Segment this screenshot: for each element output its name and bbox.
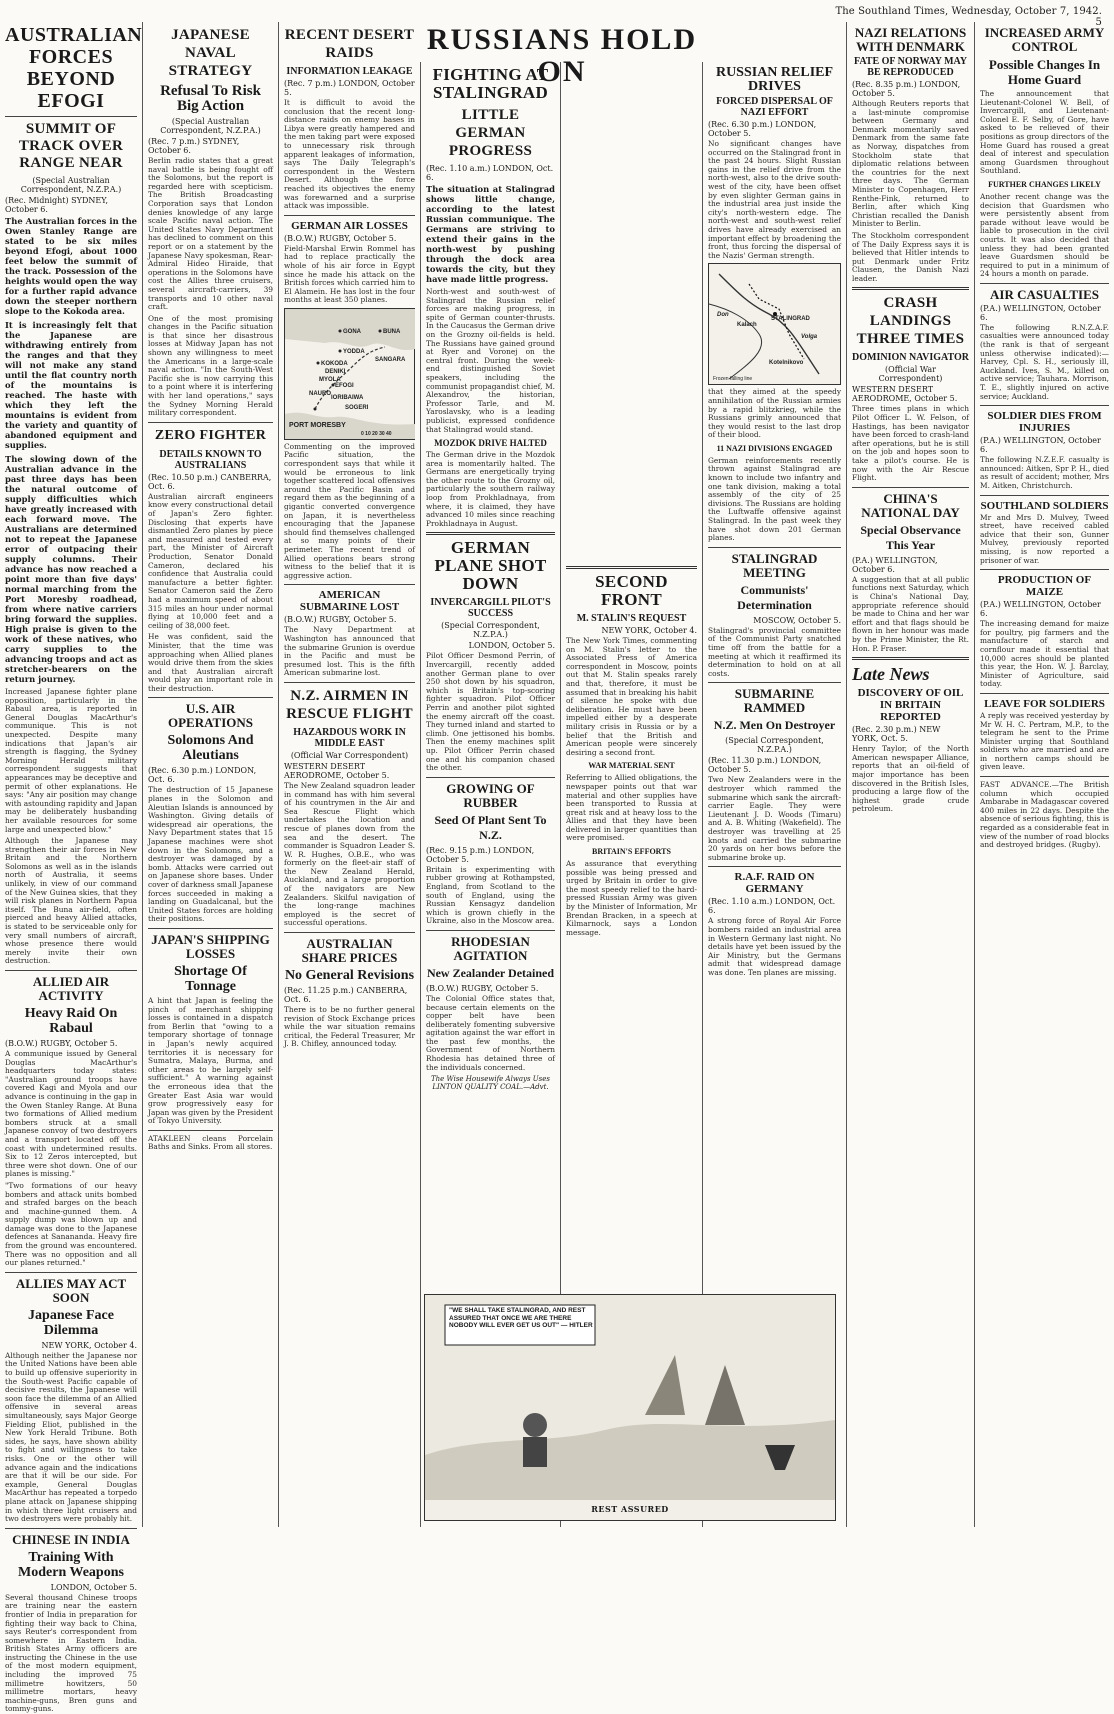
byline: (Official War Correspondent) xyxy=(878,365,943,384)
dateline: (Rec. 9.15 p.m.) LONDON, October 5. xyxy=(426,845,535,864)
subhead-home-guard: Possible Changes In Home Guard xyxy=(988,57,1101,87)
figure-body xyxy=(523,1437,547,1467)
article-body: The increasing demand for maize for poultry, pig farmers and the manufacture of starch and cornflour made it essential that 10,000 acres should be planted this year, the Hon. W. J. Barclay, Minister of Agriculture, said today. xyxy=(980,619,1109,689)
headline-raf-raid: R.A.F. RAID ON GERMANY xyxy=(734,871,815,896)
subhead-details: DETAILS KNOWN TO AUSTRALIANS xyxy=(159,448,262,471)
article-body: The Navy Department at Washington has announced that the submarine Grunion is overdue in the Pacific and must be presumed lost. This is the fifth American submarine lost. xyxy=(284,625,415,678)
article-body: It is difficult to avoid the conclusion that the recent long-distance raids on enemy bases in Libya were greatly hampered and the men taking part were exposed to unnecessary risk through apparent leakages of information, says The Daily Telegraph's correspondent in the Western Desert. Although the force reached its objectives the enemy was forewarned and a surprise attack was impossible. xyxy=(284,98,415,211)
divider xyxy=(5,1272,137,1273)
column-7 xyxy=(846,22,974,1527)
divider xyxy=(284,215,415,216)
stalingrad-map xyxy=(708,263,841,385)
divider xyxy=(148,1130,273,1131)
dateline: LONDON, October 5. xyxy=(50,1582,137,1592)
map-label: BUNA xyxy=(383,328,401,335)
map-label: DENIKI xyxy=(325,368,346,375)
article-body: He was confident, said the Minister, that the time was approaching when Allied planes would drive them from the skies and that Australian aircraft would play an important role in their destruction. xyxy=(148,632,273,693)
headline-russians-hold-on: RUSSIANS HOLD ON xyxy=(426,23,698,88)
map-label: YODDA xyxy=(343,348,365,355)
map-label: KOKODA xyxy=(321,360,348,367)
subhead-war-material: WAR MATERIAL SENT xyxy=(588,761,675,771)
dateline: NEW YORK, October 4. xyxy=(41,1340,137,1350)
headline-china-day: CHINA'S NATIONAL DAY xyxy=(861,490,960,520)
article-body: There is to be no further general revision of Stock Exchange prices while the war situation remains critical, the Federal Treasurer, Mr J. B. Chifley, announced today. xyxy=(284,1005,415,1049)
headline-leave-soldiers: LEAVE FOR SOLDIERS xyxy=(984,697,1105,710)
advertisement: ATAKLEEN cleans Porcelain Baths and Sinks. From all stores. xyxy=(148,1133,273,1152)
article-body: FAST ADVANCE.—The British column which occupied Ambarabe in Madagascar covered 400 miles in 22 days. Despite the absence of serious fighting, this is regarded as a considerable feat in view of the number of road blocks and destroyed bridges. (Rugby). xyxy=(980,780,1109,850)
headline-german-air-losses: GERMAN AIR LOSSES xyxy=(291,219,408,232)
article-body: Berlin radio states that a great naval battle is being fought off the Solomons, but the report is regarded here with scepticism. The British Broadcasting Corporation says that London denies knowledge of any large scale Pacific naval action. The United States Navy Department has declined to comment on this report or on a statement by the Japanese Navy spokesman, Rear-Admiral Hideo Hiraide, that operations in the Solomons have cost the Allies three cruisers, several aircraft-carriers, 39 transports and 10 other naval craft. xyxy=(148,156,273,312)
headline-chinese-india: CHINESE IN INDIA xyxy=(12,1531,130,1547)
map-svg xyxy=(709,264,841,384)
divider xyxy=(148,422,273,423)
article-body: The announcement that Lieutenant-Colonel W. Bell, of Invercargill, and Lieutenant-Colonel E. F. Selby, of Gore, have asked to be relieved of their positions as group directors of the Home Guard has roused a great deal of interest and speculation among Guardsmen throughout Southland. xyxy=(980,89,1109,176)
article-body: The following N.Z.E.F. casualty is announced: Aitken, Spr P. H., died as result of accident; mother, Mrs M. Aitken, Christchurch. xyxy=(980,455,1109,490)
article-body: The New Zealand squadron leader in command has with him several of his countrymen in the Air and Sea Rescue Flight which undertakes the location and rescue of planes down from the sea and the desert. The commander is Squadron Leader S. W. R. Hughes, O.B.E., who was formerly on the fleet-air staff of the New Zealand Herald, Auckland, and a large proportion of the navigators are New Zealanders. Skilful navigation of the long-range machines employed is the secret of successful operations. xyxy=(284,780,415,928)
column-3 xyxy=(278,22,420,1527)
article-body: "Two formations of our heavy bombers and attack units bombed and strafed barges on the beach and machine-gunned them. A supply dump was blown up and damage was done to the Japanese defences at Sanananda. Heavy fire from the ground was encountered. There was no opposition and all our planes returned." xyxy=(5,1180,137,1268)
advertisement: The Wise Housewife Always Uses LINTON QUALITY COAL.—Advt. xyxy=(430,1075,551,1092)
divider xyxy=(284,682,415,683)
kokoda-track-map xyxy=(284,308,415,440)
subhead-mozdok: MOZDOK DRIVE HALTED xyxy=(434,438,547,449)
dateline: (P.A.) WELLINGTON, October 6. xyxy=(980,303,1101,322)
dateline: (Rec. 6.30 p.m.) LONDON, Oct. 6. xyxy=(148,766,257,785)
dateline: (B.O.W.) RUGBY, October 5. xyxy=(284,233,397,243)
column-8 xyxy=(974,22,1114,1527)
subhead-further-changes: FURTHER CHANGES LIKELY xyxy=(988,179,1101,189)
dateline: (Rec. 1.10 a.m.) LONDON, Oct. 6. xyxy=(426,164,554,182)
dateline: (Rec. 2.30 p.m.) NEW YORK, Oct. 5. xyxy=(852,725,941,744)
dateline: WESTERN DESERT AERODROME, October 5. xyxy=(284,761,390,780)
headline-oil-discovery: DISCOVERY OF OIL IN BRITAIN REPORTED xyxy=(857,687,964,724)
subhead-navigator: DOMINION NAVIGATOR xyxy=(852,352,969,364)
byline: (Special Correspondent, N.Z.P.A.) xyxy=(725,736,824,755)
late-news-banner: Late News xyxy=(852,664,930,685)
headline-crash-landings: CRASH LANDINGS THREE TIMES xyxy=(856,295,965,348)
dateline: (Rec. 10.50 p.m.) CANBERRA, Oct. 6. xyxy=(148,472,272,491)
map-scale: 0 10 20 30 40 xyxy=(361,430,392,437)
article-body: Mr and Mrs D. Mulvey, Tweed street, have received cabled advice that their son, Gunner Mulvey, previously reported missing, is now reported a prisoner of war. xyxy=(980,512,1109,565)
article-body: North-west and south-west of Stalingrad the Russian relief forces are making progress, in spite of German counter-thrusts. In the Caucasus the German drive on the Grozny oil-fields is held. The Russians have gained ground at Ryer and Voronej on the central front. During the week-end distinguished Soviet speakers, including the communist propagandist chief, M. Alexandrov, the historian, Professor Tarle, and M. Yaroslavsky, who is a leading publicist, expressed confidence that Stalingrad would stand. xyxy=(426,287,555,434)
cartoon-quote: "WE SHALL TAKE STALINGRAD, AND REST ASSURED THAT ONCE WE ARE THERE NOBODY WILL EVER GET US OUT" — HITLER xyxy=(449,1307,593,1329)
article-body: Pilot Officer Desmond Perrin, of Invercargill, recently added another German plane to over 250 shot down by his squadron, which is Britain's top-scoring fighter squadron. Pilot Officer Perrin and another pilot sighted the enemy aircraft off the coast. They turned inland and started to climb. One jettisoned his bombs. Then the enemy machines split up. Pilot Officer Perrin chased one and his companion chased the other. xyxy=(426,651,555,773)
divider xyxy=(980,495,1109,496)
headline-submarine-lost: AMERICAN SUBMARINE LOST xyxy=(299,589,400,614)
byline: (Special Australian Correspondent, N.Z.P.A.) xyxy=(160,117,261,135)
headline-rhodesian: RHODESIAN AGITATION xyxy=(451,933,530,963)
divider xyxy=(426,777,555,778)
map-label: Kotelnikovo xyxy=(769,360,804,367)
article-body: Although the Japanese may strengthen their air forces in New Britain and the Northern Solomons as well as in the islands north of Australia, it seems unlikely, in view of our command of the New Guinea skies, that they will risk planes in Northern Papua itself. The Buna air-field, often pierced and heavy Allied attacks, is stated to be serviceable only for very small numbers of aircraft, whose presence there would merely invite their own destruction. xyxy=(5,836,137,966)
subhead-refusal: Refusal To Risk Big Action xyxy=(160,83,261,114)
lead-paragraph-2: It is increasingly felt that the Japanese are withdrawing entirely from the ranges and that they will not make any stand until the flat country north of the mountains is reached. The haste with which they left the mountains is evident from the variety and quantity of abandoned equipment and supplies. xyxy=(5,320,137,450)
dateline: MOSCOW, October 5. xyxy=(753,615,841,625)
subhead-detained: New Zealander Detained xyxy=(426,965,555,980)
dateline: (Rec. 7 p.m.) SYDNEY, October 6. xyxy=(148,137,240,155)
headline-soldier-dies: SOLDIER DIES FROM INJURIES xyxy=(987,410,1102,435)
dateline: (B.O.W.) RUGBY, October 5. xyxy=(5,1039,118,1048)
article-body: The Stockholm correspondent of The Daily Express says it is believed that Hitler intends to put Denmark under Fritz Clausen, the Danish Nazi leader. xyxy=(852,230,969,283)
subhead-invercargill: INVERCARGILL PILOT'S SUCCESS xyxy=(430,597,551,620)
headline-australian-forces: AUSTRALIAN FORCES BEYOND EFOGI xyxy=(5,24,143,112)
divider xyxy=(980,569,1109,570)
subhead-hazardous: HAZARDOUS WORK IN MIDDLE EAST xyxy=(293,726,406,749)
dateline: (B.O.W.) RUGBY, October 5. xyxy=(284,615,397,625)
divider xyxy=(426,532,555,535)
divider xyxy=(566,566,697,569)
map-label: GONA xyxy=(343,328,361,335)
headline-share-prices: AUSTRALIAN SHARE PRICES xyxy=(301,936,398,966)
divider xyxy=(852,287,969,290)
dateline: (Rec. 11.30 p.m.) LONDON, October 5. xyxy=(708,756,822,775)
divider xyxy=(980,776,1109,777)
headline-air-casualties: AIR CASUALTIES xyxy=(990,286,1099,302)
map-label: IORIBAIWA xyxy=(331,394,364,401)
article-body: German reinforcements recently thrown against Stalingrad are known to include two infantry and one tank division, making a total assembly of the city of 25 divisions. The Russians are holding the Luftwaffe offensive against Stalingrad. In the past week they have shot down 201 German planes. xyxy=(708,455,841,543)
map-label: Kalach xyxy=(737,322,757,329)
subhead-nz-men: N.Z. Men On Destroyer xyxy=(713,718,836,733)
map-caption: Frozen falling line xyxy=(713,376,753,383)
divider xyxy=(284,932,415,933)
page-number: 5 xyxy=(1095,17,1102,28)
city-marker xyxy=(773,312,777,316)
divider xyxy=(708,682,841,683)
lead-paragraph: The situation at Stalingrad shows little change, according to the latest Russian communique. The Germans are striving to extend their gains in the north-west by pushing through the dock area towards the city, but they have made little progress. xyxy=(426,184,555,284)
dateline: (Rec. 8.35 p.m.) LONDON, October 5. xyxy=(852,80,961,98)
map-label: NAURO xyxy=(309,390,331,397)
article-body: The following R.N.Z.A.F. casualties were announced today (the rank is that of sergeant unless otherwise indicated):— Harvey, Cpl. S. H., seriously ill, Auckland. Ives, S. M., killed on active service; Tauhara. Morrison, T. E., slightly injured on active service; Auckland. xyxy=(980,322,1109,401)
divider xyxy=(852,657,969,660)
headline-german-plane: GERMAN PLANE SHOT DOWN xyxy=(434,538,547,594)
dateline: (P.A.) WELLINGTON, October 6. xyxy=(980,600,1101,619)
subhead-forced-dispersal: FORCED DISPERSAL OF NAZI EFFORT xyxy=(716,96,833,118)
divider xyxy=(5,970,137,971)
article-body: Britain is experimenting with rubber growing at Rothampsted, England, from Scotland to the south of England, using the Russian Kensagyz dandelion which is grown chiefly in the Ukraine, also in the Moscow area. xyxy=(426,864,555,926)
article-body: Although Reuters reports that a last-minute compromise between Germany and Denmark momentarily saved Denmark from the same fate as Norway, dispatches from Stockholm state that diplomatic relations between the countries for the next three days. The German Minister to Copenhagen, Herr Renthe-Fink, returned to Berlin, after which King Christian recalled the Danish Minister to Berlin. xyxy=(852,99,969,229)
headline-army-control: INCREASED ARMY CONTROL xyxy=(984,25,1105,54)
divider xyxy=(148,697,273,698)
cartoon-caption: REST ASSURED xyxy=(591,1504,669,1514)
divider xyxy=(980,405,1109,406)
article-body: A suggestion that at all public functions next Saturday, which is China's National Day, appropriate reference should be made to China and her war effort and that flags should be flown in her honour was made by the Prime Minister, the Rt. Hon. P. Fraser. xyxy=(852,574,969,653)
figure-head xyxy=(523,1413,547,1437)
subhead-dilemma: Japanese Face Dilemma xyxy=(28,1307,114,1338)
article-body: Henry Taylor, of the North American newspaper Alliance, reports that an oil-field of major importance has been discovered in the British Isles, producing a large flow of the highest grade crude petroleum. xyxy=(852,744,969,814)
article-body: A strong force of Royal Air Force bombers raided an industrial area in Western Germany last night. No details have yet been issued by the Air Ministry, but the Germans admit that widespread damage was done. Ten planes are missing. xyxy=(708,916,841,977)
divider xyxy=(708,547,841,548)
divider xyxy=(980,283,1109,284)
subhead-leakage: INFORMATION LEAKAGE xyxy=(286,66,413,77)
lead-paragraph: The Australian forces in the Owen Stanley Range are stated to be six miles beyond Efogi, about 1000 feet below the summit of the track. Possession of the heights would open the way for a further rapid advance down the steeper northern slope to the Kokoda area. xyxy=(5,216,137,316)
headline-southland-soldiers: SOUTHLAND SOLDIERS xyxy=(980,499,1109,512)
subhead-summit: SUMMIT OF TRACK OVER RANGE NEAR xyxy=(18,121,124,171)
map-label: EFOGI xyxy=(335,382,354,389)
article-body: Stalingrad's provincial committee of the Communist Party snatched time off from the battle for a meeting at which it reaffirmed its determination to hold on at all costs. xyxy=(708,625,841,678)
subhead-special-observance: Special Observance This Year xyxy=(860,522,961,552)
article-body: The New York Times, commenting on M. Stalin's letter to the Associated Press of America correspondent in Moscow, points out that M. Stalin speaks rarely and that, therefore, it must be assumed that in breaking his habit of silence he spoke with due deliberation. He must have been impelled either by a desperate military crisis in Russia or by a belief that the British and American people were sincerely desiring a second front. xyxy=(566,636,697,757)
headline-denmark: NAZI RELATIONS WITH DENMARK xyxy=(854,25,967,54)
byline: (Special Australian Correspondent, N.Z.P.A.) xyxy=(20,176,122,194)
article-body: Several thousand Chinese troops are training near the eastern frontier of India in preparation for fighting their way back to China, says Reuter's correspondent from somewhere in Eastern India. British States Army officers are instructing the Chinese in the use of the most modern equipment, including the improved 75 millimetre howitzers, 50 millimetre mortars, heavy machine-guns, Bren guns and tommy-guns. xyxy=(5,1592,137,1714)
dateline: (Rec. 6.30 p.m.) LONDON, October 5. xyxy=(708,120,817,138)
headline-zero-fighter: ZERO FIGHTER xyxy=(154,427,267,443)
article-body: The Colonial Office states that, because certain elements on the copper belt have been deliberately fomenting subversive agitation against the war effort in the past few months, the Government of Northern Rhodesia has detained three of the individuals concerned. xyxy=(426,993,555,1072)
byline: (Special Correspondent, N.Z.P.A.) xyxy=(441,621,540,640)
cartoon-svg xyxy=(425,1295,835,1500)
divider xyxy=(5,116,137,117)
article-body: that they aimed at the speedy annihilation of the Russian armies by a rapid blitzkrieg, while the Russians grimly announced that they would resist to the last drop of their blood. xyxy=(708,387,841,440)
map-label: Don xyxy=(717,312,729,319)
headline-allied-air: ALLIED AIR ACTIVITY xyxy=(32,974,110,1003)
cartoon-rest-assured xyxy=(424,1294,836,1521)
article-body: Another recent change was the decision that Guardsmen who were persistently absent from parade without leave would be liable to prosecution in the civil courts. It was also decided that unless they had been granted leave Guardsmen should be required to put in a minimum of 24 hours a month on parade. xyxy=(980,191,1109,279)
dateline: LONDON, October 5. xyxy=(468,641,555,651)
article-body: No significant changes have occurred on the Stalingrad front in the past 24 hours. Slight Russian gains in the relief drive from the north-west, also to the drive south-west of the city, have been offset by even slighter German gains in the industrial area just inside the city's north-western edge. The north-west and south-west relief drives have already exercised an important effect by broadening the front, thus forcing the dispersal of the Nazis' German strength. xyxy=(708,139,841,260)
headline-submarine-rammed: SUBMARINE RAMMED xyxy=(734,686,815,716)
headline-shipping-losses: JAPAN'S SHIPPING LOSSES xyxy=(151,931,270,961)
article-body: Although neither the Japanese nor the United Nations have been able to build up offensive superiority in the South-west Pacific capable of decisive results, the Japanese will soon face the dilemma of an Allied offensive in several areas simultaneously, says Major George Fielding Eliot, published in the New York Herald Tribune. Both sides, he says, have shown ability to fight and willingness to take risks. One or the other will advance again and the indications are that it will be our side. For example, General Douglas MacArthur has repeated a torpedo plane attack on Japanese shipping in which three light cruisers and two destroyers were probably hit. xyxy=(5,1350,137,1524)
subhead-training: Training With Modern Weapons xyxy=(18,1549,124,1580)
map-svg xyxy=(285,309,415,439)
dateline: (Rec. 11.25 p.m.) CANBERRA, Oct. 6. xyxy=(284,986,408,1005)
subhead-solomons: Solomons And Aleutians xyxy=(167,733,254,764)
map-label: SANGARA xyxy=(375,356,406,363)
article-body: Two New Zealanders were in the destroyer which rammed the submarine which sank the aircraft-carrier Eagle. They were Lieutenant J. D. Woods (Timaru) and A. B. Whiting (Wakefield). The destroyer was travelling at 25 knots and carried the submarine 20 yards on her bows before the submarine broke up. xyxy=(708,775,841,862)
divider xyxy=(852,487,969,488)
dateline: (Rec. 1.10 a.m.) LONDON, Oct. 6. xyxy=(708,897,836,916)
dateline: (B.O.W.) RUGBY, October 5. xyxy=(426,983,539,993)
article-body: Commenting on the improved Pacific situation, the correspondent says that while it would be erroneous to link together scattered local offensives around the Pacific Basin and regard them as the beginning of a gigantic converted convergence on Japan, it is nevertheless encouraging that the Japanese should find themselves challenged at so many points of their perimeter. The recent trend of Allied operations bears strong witness to the belief that it is aggressive action. xyxy=(284,441,415,580)
article-body: Increased Japanese fighter plane opposition, particularly in the Rabaul area, is reported in General Douglas MacArthur's communique. This is not unexpected. Despite many indications that Japan's air strength is flagging, the Sydney Morning Herald military correspondent suggests that appearances may be deceptive and permit of other explanations. He says: "Any air position may change with astounding rapidity and Japan may be deliberately husbanding her available resources for some large and unexpected blow." xyxy=(5,687,137,834)
article-body: Three times plans in which Pilot Officer L. W. Felson, of Hastings, has been navigator have been forced to crash-land after operations, but he is still on the job and hopes soon to take a pilot's course. He is now with the Air Rescue Flight. xyxy=(852,404,969,483)
column-2 xyxy=(142,22,278,1527)
subhead-nazi-divisions: 11 NAZI DIVISIONS ENGAGED xyxy=(716,443,833,453)
headline-japanese-naval: JAPANESE NAVAL STRATEGY xyxy=(168,27,253,79)
map-label: PORT MORESBY xyxy=(289,421,346,429)
article-body: Field-Marshal Erwin Rommel has had to replace practically the whole of his air force in Egypt since he made his attack on the British forces which carried him to El Alamein. He has lost in the four months at least 350 planes. xyxy=(284,243,415,305)
divider xyxy=(5,1528,137,1529)
article-body: As assurance that everything possible was being pressed and urged by Britain in order to give the most speedy relief to the hard-pressed Russian Army was given by the Minister of Information, Mr Brendan Bracken, in a speech at Kilmarnock, says a London message. xyxy=(566,859,697,937)
dateline: WESTERN DESERT AERODROME, October 5. xyxy=(852,385,958,404)
map-label: MYOLA xyxy=(319,376,341,383)
divider xyxy=(148,928,273,929)
subhead-tonnage: Shortage Of Tonnage xyxy=(174,963,247,994)
dateline: NEW YORK, October 4. xyxy=(601,626,697,635)
article-body: A reply was received yesterday by Mr W. H. C. Pertram, M.P., to the telegram he sent to the Prime Minister urging that Southland soldiers who are married and are in northern camps should be given leave. xyxy=(980,710,1109,772)
map-label: STALINGRAD xyxy=(771,316,810,323)
article-body: The German drive in the Mozdok area is momentarily halted. The Germans are energetically trying the other route to the Grozny oil, particularly the southern railway loop from Prokhladnaya, from where, it is claimed, they have advanced 10 miles since reaching Prokhladnaya in August. xyxy=(426,450,555,528)
map-label: Volga xyxy=(801,334,818,341)
subhead-britain-efforts: BRITAIN'S EFFORTS xyxy=(592,847,671,857)
article-body: A hint that Japan is feeling the pinch of merchant shipping losses is contained in a dispatch from Berlin that "owing to a temporary shortage of tonnage in Japan's newly acquired territories it is necessary for Sumatra, Malaya, Burma, and other areas to be largely self-sufficient." A warning against the erroneous idea that the Greater East Asia war would grow progressively easy for Japan was given by the President of Tokyo University. xyxy=(148,995,273,1126)
dateline: (P.A.) WELLINGTON, October 6. xyxy=(852,555,938,574)
article-body: Referring to Allied obligations, the newspaper points out that war material and other supplies have been transported to Russia at great risk and at heavy loss to the Allies and that they have been delivered in larger quantities than were promised. xyxy=(566,773,697,843)
subhead-communists: Communists' Determination xyxy=(737,582,812,612)
subhead-no-revisions: No General Revisions xyxy=(284,968,415,984)
headline-second-front: SECOND FRONT xyxy=(595,572,668,609)
article-body: One of the most promising changes in the Pacific situation is that since her disastrous losses at Midway Japan has not shown any willingness to meet the Americans in a large-scale naval action. "In the South-West Pacific she is now carrying this to a point where it is interfering with her land operations," says the Sydney Morning Herald military correspondent. xyxy=(148,313,273,418)
byline: (Official War Correspondent) xyxy=(290,750,409,760)
subhead-little-progress: LITTLE GERMAN PROGRESS xyxy=(448,107,533,159)
headline-relief-drives: RUSSIAN RELIEF DRIVES xyxy=(715,65,834,94)
headline-allies-may-act: ALLIES MAY ACT SOON xyxy=(15,1275,127,1305)
divider xyxy=(426,930,555,931)
headline-nz-airmen: N.Z. AIRMEN IN RESCUE FLIGHT xyxy=(286,687,413,722)
headline-rubber: GROWING OF RUBBER xyxy=(446,780,535,810)
headline-us-air: U.S. AIR OPERATIONS xyxy=(168,701,253,731)
column-1 xyxy=(0,22,143,1714)
headline-maize: PRODUCTION OF MAIZE xyxy=(997,574,1092,599)
dateline: (Rec. Midnight) SYDNEY, October 6. xyxy=(5,196,108,214)
headline-stalingrad-meeting: STALINGRAD MEETING xyxy=(731,550,818,580)
article-body: Australian aircraft engineers know every constructional detail of Japan's Zero fighter. Disclosing that experts have dismantled Zero planes by piece and measured and tested every part, the Minister of Aircraft Production, Senator Donald Cameron, declared his confidence that Australia could manufacture a better fighter. Senator Cameron said the Zero had a maximum speed of about 315 miles an hour under normal flying at 10,000 feet and a ceiling of 38,000 feet. xyxy=(148,491,273,630)
divider xyxy=(980,693,1109,694)
divider xyxy=(284,584,415,585)
article-body: The destruction of 15 Japanese planes in the Solomon and Aleutian Islands is announced by Washington. Giving details of widespread air operations, the Navy Department states that 15 Japanese machines were shot down in the Solomons, and a destroyer was damaged by a bomb. Attacks were carried out on Japanese shore bases. Under cover of darkness small Japanese forces succeeded in making a landing on Guadalcanal, but the United States forces are holding their positions. xyxy=(148,785,273,924)
article-body: A communique issued by General Douglas MacArthur's headquarters today states: "Australian ground troops have covered Kagi and Myola and our advance is continuing in the gap in the Owen Stanley Range. At Buna two formations of Allied medium bombers struck at a small Japanese convoy of two destroyers and a transport located off the coast with undetermined results. Six to 12 Zeros intercepted, but three were shot down. One of our planes is missing." xyxy=(5,1049,137,1179)
dateline: (P.A.) WELLINGTON, October 6. xyxy=(980,436,1101,455)
headline-fighting-stalingrad: FIGHTING AT STALINGRAD xyxy=(432,65,549,102)
divider xyxy=(708,866,841,867)
lead-paragraph-3: The slowing down of the Australian advance in the past three days has been the natural outcome of supply difficulties which have greatly increased with each forward move. The Australians are determined not to repeat the Japanese error of outpacing their supply columns. Their advance has now reached a point more than five days' normal marching from the Port Moresby roadhead, from where native carriers bring forward the supplies. High praise is given to the work of these natives, who carry supplies to the advancing troops and act as stretcher-bearers on the return journey. xyxy=(5,454,137,684)
subhead-stalin-request: M. STALIN'S REQUEST xyxy=(576,613,687,624)
dateline: (Rec. 7 p.m.) LONDON, October 5. xyxy=(284,79,415,97)
map-label: SOGERI xyxy=(345,404,369,411)
subhead-norway: FATE OF NORWAY MAY BE REPRODUCED xyxy=(853,56,968,78)
subhead-seed: Seed Of Plant Sent To N.Z. xyxy=(434,812,547,842)
masthead-title: The Southland Times, Wednesday, October 7, 1942. xyxy=(835,6,1102,17)
subhead-rabaul: Heavy Raid On Rabaul xyxy=(24,1006,118,1036)
headline-desert-raids: RECENT DESERT RAIDS xyxy=(284,27,415,61)
